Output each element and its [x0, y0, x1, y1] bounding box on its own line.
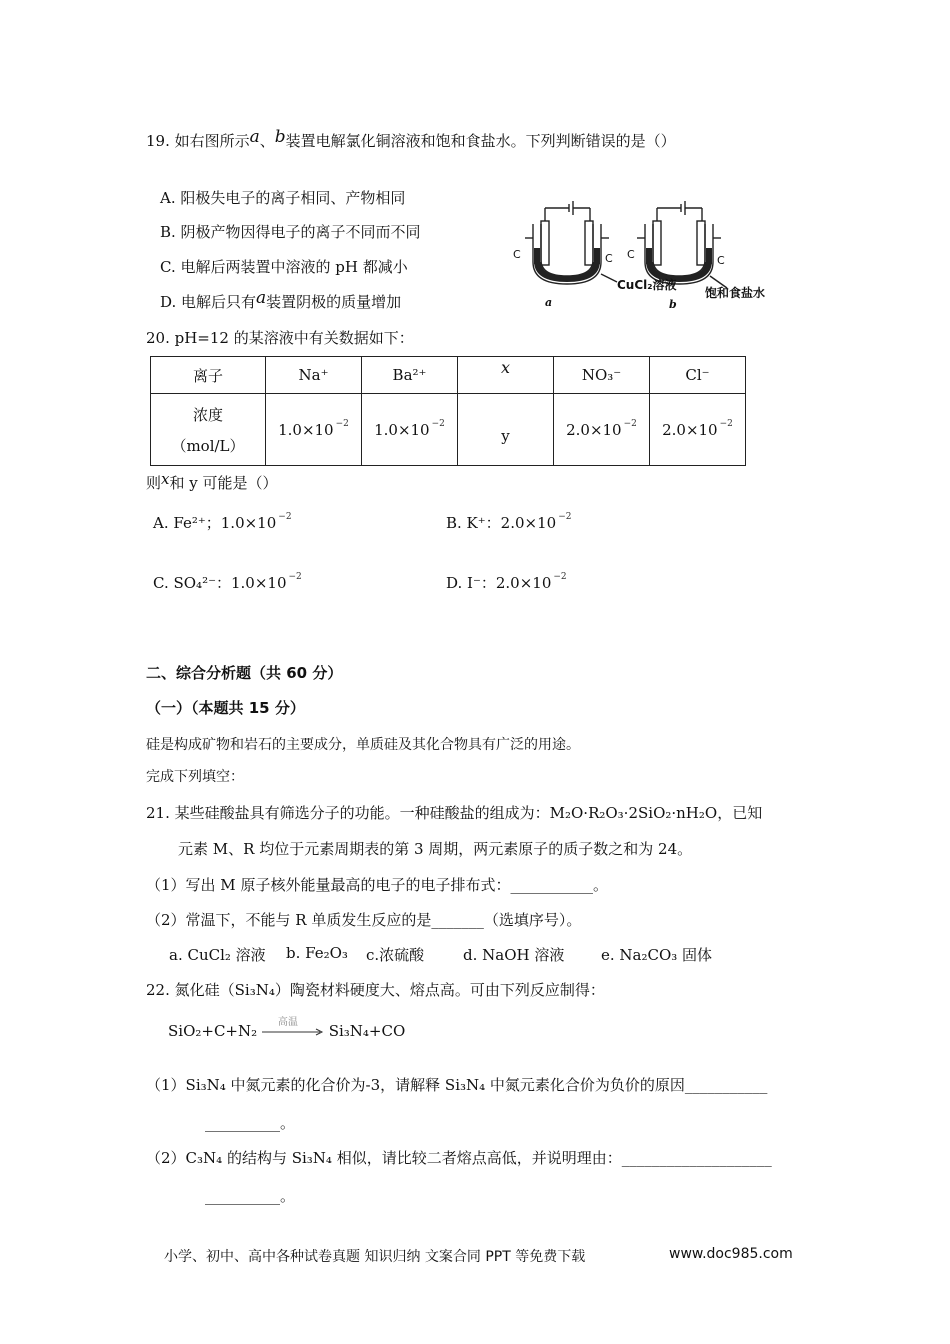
table-header-cell: 离子 [151, 357, 266, 394]
ion-table [150, 356, 746, 466]
reaction-condition: 高温 [277, 1017, 298, 1028]
figure-label-c: C [627, 248, 635, 261]
section-intro: 硅是构成矿物和岩石的主要成分，单质硅及其化合物具有广泛的用途。 [146, 737, 580, 753]
q19-option-a: A. 阳极失电子的离子相同、产物相同 [160, 189, 406, 207]
q19-option-d: D. 电解后只有a装置阴极的质量增加 [160, 288, 402, 311]
q21-line1: 21. 某些硅酸盐具有筛选分子的功能。一种硅酸盐的组成为：M₂O·R₂O₃·2SiO₂·nH₂O，已知 [146, 804, 763, 822]
footer-link[interactable]: www.doc985.com [669, 1246, 793, 1262]
q22-sub1-line1: （1）Si₃N₄ 中氮元素的化合价为-3，请解释 Si₃N₄ 中氮元素化合价为负价的原因___________ [146, 1076, 768, 1094]
q20-option-d: D. I⁻：2.0×10 $^{-2}$ [446, 572, 567, 592]
q21-choice-e: e. Na₂CO₃ 固体 [601, 946, 713, 964]
figure-label-c: C [605, 252, 613, 265]
q19-stem: 19. 如右图所示a、b装置电解氯化铜溶液和饱和食盐水。下列判断错误的是（） [146, 127, 676, 150]
products: Si₃N₄+CO [328, 1022, 406, 1040]
table-row [151, 394, 746, 466]
figure-caption-b: b [669, 298, 677, 311]
table-cell: 2.0×10 $^{-2}$ [650, 394, 746, 466]
section-instruction: 完成下列填空： [146, 769, 244, 785]
table-cell: 1.0×10 $^{-2}$ [362, 394, 458, 466]
q20-option-a: A. Fe²⁺；1.0×10 $^{-2}$ [153, 512, 292, 532]
q20-option-b: B. K⁺：2.0×10 $^{-2}$ [446, 512, 572, 532]
figure-label-cucl2: CuCl₂溶液 [617, 278, 677, 292]
q21-line2: 元素 M、R 均位于元素周期表的第 3 周期，两元素原子的质子数之和为 24。 [178, 840, 693, 858]
table-cell: Cl⁻ [650, 357, 746, 394]
table-cell: 1.0×10 $^{-2}$ [266, 394, 362, 466]
table-cell: y [458, 394, 554, 466]
footer-text: 小学、初中、高中各种试卷真题 知识归纳 文案合同 PPT 等免费下载 [164, 1249, 586, 1265]
table-cell: NO₃⁻ [554, 357, 650, 394]
q22-sub2-line1: （2）C₃N₄ 的结构与 Si₃N₄ 相似，请比较二者熔点高低，并说明理由：____________________ [146, 1149, 772, 1167]
table-header-cell: 浓度 （mol/L） [151, 394, 266, 466]
table-cell: Na⁺ [266, 357, 362, 394]
q21-choice-d: d. NaOH 溶液 [463, 946, 565, 964]
q21-choice-a: a. CuCl₂ 溶液 [169, 946, 266, 964]
q20-stem: 20. pH=12 的某溶液中有关数据如下： [146, 329, 414, 347]
figure-label-brine: 饱和食盐水 [705, 286, 766, 300]
reaction-equation [168, 1017, 406, 1040]
table-row [151, 357, 746, 394]
electrolysis-figure [505, 196, 785, 316]
q21-sub1: （1）写出 M 原子核外能量最高的电子的电子排布式：___________。 [146, 876, 608, 894]
q22-stem: 22. 氮化硅（Si₃N₄）陶瓷材料硬度大、熔点高。可由下列反应制得： [146, 981, 605, 999]
figure-label-c: C [717, 254, 725, 267]
q22-sub2-line2: __________。 [205, 1187, 296, 1205]
q19-option-c: C. 电解后两装置中溶液的 pH 都减小 [160, 258, 408, 276]
q21-choice-b: b. Fe₂O₃ [286, 944, 348, 962]
reactants: SiO₂+C+N₂ [168, 1022, 258, 1040]
section-title: 二、综合分析题（共 60 分） [146, 664, 343, 682]
q20-option-c: C. SO₄²⁻：1.0×10 $^{-2}$ [153, 572, 302, 592]
q22-sub1-line2: __________。 [205, 1114, 296, 1132]
figure-label-c: C [513, 248, 521, 261]
q21-choice-c: c.浓硫酸 [366, 946, 425, 964]
q19-option-b: B. 阴极产物因得电子的离子不同而不同 [160, 223, 421, 241]
reaction-arrow-icon [262, 1017, 324, 1039]
part-title: （一）（本题共 15 分） [146, 699, 305, 717]
q20-ask: 则x和 y 可能是（） [146, 470, 278, 492]
table-cell: x [458, 357, 554, 394]
arrow-icon [262, 1025, 324, 1039]
table-cell: Ba²⁺ [362, 357, 458, 394]
q21-sub2: （2）常温下，不能与 R 单质发生反应的是_______（选填序号）。 [146, 911, 582, 929]
table-cell: 2.0×10 $^{-2}$ [554, 394, 650, 466]
figure-caption-a: a [545, 296, 553, 309]
